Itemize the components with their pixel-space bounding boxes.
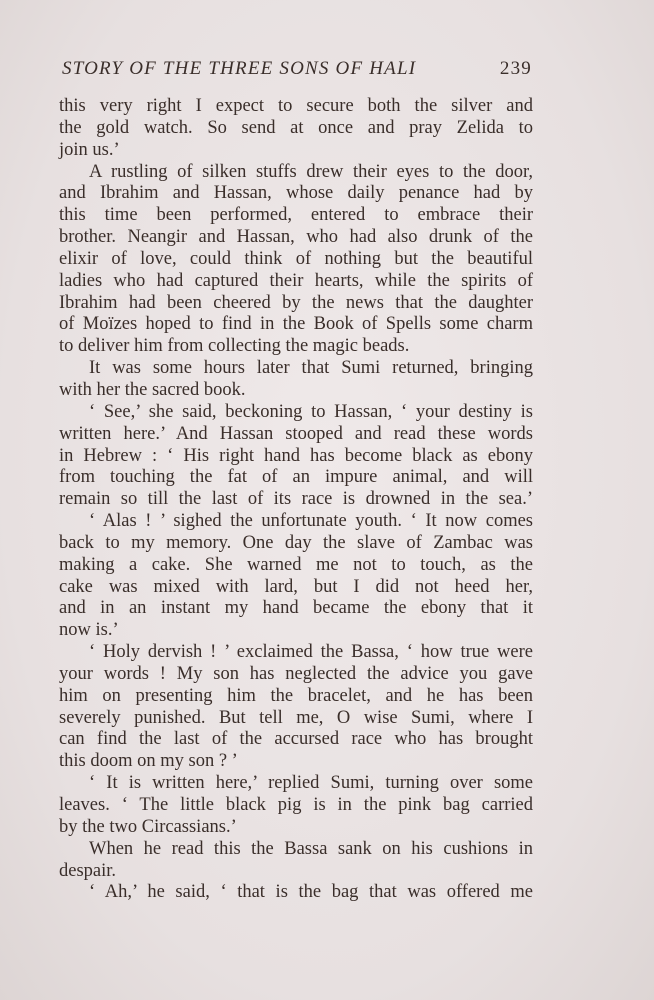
text-line: elixir of love, could think of nothing but the beautiful bbox=[59, 248, 533, 269]
text-line: severely punished. But tell me, O wise Sumi, where I bbox=[59, 707, 533, 728]
text-line: ladies who had captured their hearts, while the spirits of bbox=[59, 270, 533, 291]
text-line: now is.’ bbox=[59, 620, 119, 641]
text-line: It was some hours later that Sumi returned, bringing bbox=[89, 358, 533, 379]
text-line: to deliver him from collecting the magic beads. bbox=[59, 336, 410, 357]
text-line: written here.’ And Hassan stooped and read these words bbox=[59, 423, 533, 444]
text-line: ‘ It is written here,’ replied Sumi, turning over some bbox=[89, 773, 533, 794]
text-line: and Ibrahim and Hassan, whose daily penance had by bbox=[59, 183, 533, 204]
text-line: of Moïzes hoped to find in the Book of Spells some charm bbox=[59, 314, 533, 335]
text-line: ‘ Holy dervish ! ’ exclaimed the Bassa, ‘ how true were bbox=[89, 642, 533, 663]
text-line: the gold watch. So send at once and pray Zelida to bbox=[59, 117, 533, 138]
text-line: When he read this the Bassa sank on his cushions in bbox=[89, 838, 533, 859]
text-line: ‘ Alas ! ’ sighed the unfortunate youth. ‘ It now comes bbox=[89, 511, 533, 532]
text-line: with her the sacred book. bbox=[59, 379, 246, 400]
text-line: Ibrahim had been cheered by the news that the daughter bbox=[59, 292, 533, 313]
text-line: this time been performed, entered to embrace their bbox=[59, 205, 533, 226]
text-line: leaves. ‘ The little black pig is in the pink bag carried bbox=[59, 795, 533, 815]
text-line: in Hebrew : ‘ His right hand has become black as ebony bbox=[59, 445, 533, 466]
text-line: this doom on my son ? ’ bbox=[59, 751, 238, 772]
text-line: your words ! My son has neglected the advice you gave bbox=[59, 663, 533, 684]
text-line: from touching the fat of an impure animal, and will bbox=[59, 467, 533, 488]
text-line: brother. Neangir and Hassan, who had also drunk of the bbox=[59, 227, 533, 248]
text-line: and in an instant my hand became the ebony that it bbox=[59, 598, 533, 619]
text-line: ‘ See,’ she said, beckoning to Hassan, ‘ your destiny is bbox=[89, 401, 533, 422]
text-line: join us.’ bbox=[59, 139, 120, 160]
text-line: can find the last of the accursed race who has brought bbox=[59, 729, 533, 750]
text-line: making a cake. She warned me not to touch, as the bbox=[59, 554, 533, 575]
text-line: ‘ Ah,’ he said, ‘ that is the bag that was offered me bbox=[89, 882, 533, 903]
running-head bbox=[62, 58, 532, 86]
body-text bbox=[59, 96, 533, 904]
running-head-title: STORY OF THE THREE SONS OF HALI bbox=[62, 58, 417, 79]
text-line: despair. bbox=[59, 860, 117, 881]
page-number: 239 bbox=[499, 58, 532, 79]
text-line: remain so till the last of its race is drowned in the sea.’ bbox=[59, 489, 533, 510]
text-line: back to my memory. One day the slave of Zambac was bbox=[59, 532, 533, 553]
text-line: A rustling of silken stuffs drew their eyes to the door, bbox=[89, 161, 533, 182]
text-line: cake was mixed with lard, but I did not heed her, bbox=[59, 576, 533, 597]
text-line: him on presenting him the bracelet, and he has been bbox=[59, 685, 533, 706]
text-line: this very right I expect to secure both the silver and bbox=[59, 96, 533, 116]
text-line: by the two Circassians.’ bbox=[59, 816, 237, 837]
